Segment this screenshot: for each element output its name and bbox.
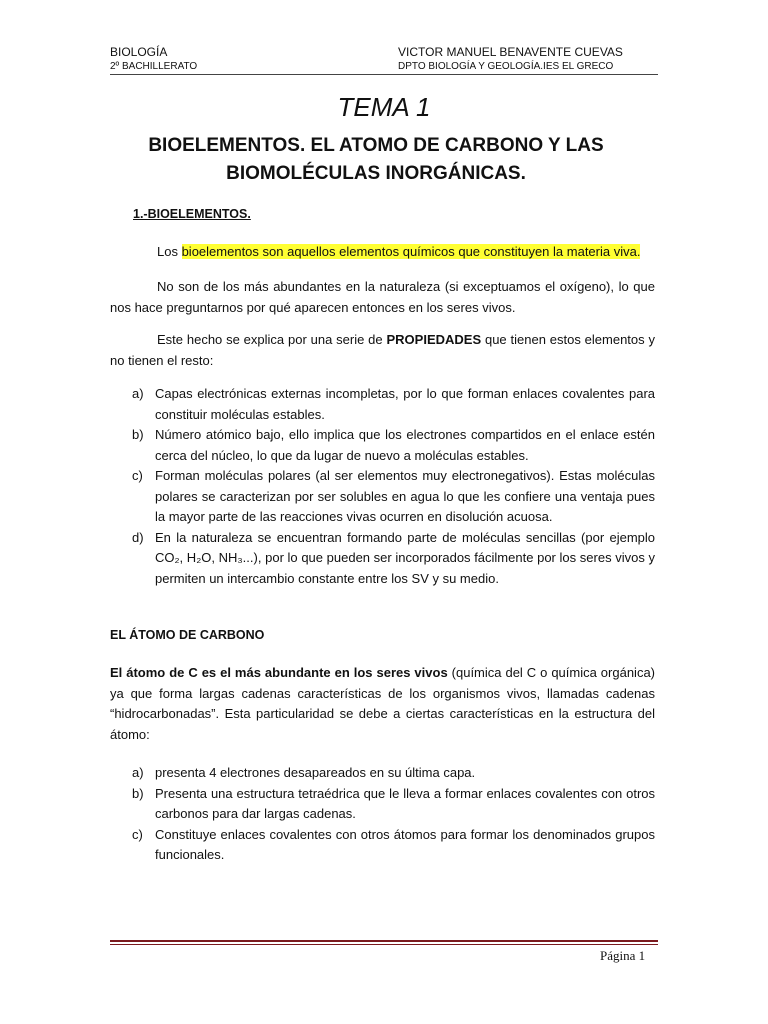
list-item-text: Presenta una estructura tetraédrica que le lleva a formar enlaces covalentes con otros carbonos para dar largas cadenas. bbox=[155, 785, 655, 821]
carbon-bold: El átomo de C es el más abundante en los seres vivos bbox=[110, 665, 448, 680]
carbon-rest: (química del C o química orgánica) ya que forma largas cadenas características de los organismos vivos, llamadas cadenas “hidrocarbonadas”. Esta particularidad se debe a ciertas características en la estructura del átomo: bbox=[110, 665, 656, 742]
header-subject: BIOLOGÍA bbox=[110, 45, 168, 59]
paragraph-properties bbox=[110, 330, 655, 371]
list-item bbox=[110, 425, 655, 466]
list-marker: a) bbox=[132, 765, 144, 780]
list-marker: a) bbox=[132, 386, 144, 401]
header-course: 2º BACHILLERATO bbox=[110, 61, 198, 72]
footer-divider-thick bbox=[110, 940, 658, 942]
list-marker: c) bbox=[132, 826, 143, 842]
carbon-features-list bbox=[110, 763, 655, 866]
list-item bbox=[110, 384, 655, 425]
properties-after: que tienen estos elementos y no tienen el resto: bbox=[110, 332, 655, 368]
tema-heading: TEMA 1 bbox=[337, 92, 431, 122]
section-heading-bioelementos: 1.-BIOELEMENTOS. bbox=[133, 207, 251, 221]
paragraph-carbon bbox=[110, 663, 655, 745]
paragraph-abundance: No son de los más abundantes en la naturaleza (si exceptuamos el oxígeno), lo que nos hace preguntarnos por qué aparecen entonces en los seres vivos. bbox=[110, 279, 655, 315]
list-item-text: Capas electrónicas externas incompletas, por lo que forman enlaces covalentes para constituir moléculas estables. bbox=[155, 386, 655, 422]
page-number: Página 1 bbox=[600, 948, 646, 963]
section-heading-carbono: EL ÁTOMO DE CARBONO bbox=[110, 628, 265, 642]
header-department: DPTO BIOLOGÍA Y GEOLOGÍA.IES EL GRECO bbox=[398, 61, 614, 72]
title-line-1: BIOELEMENTOS. EL ATOMO DE CARBONO Y LAS bbox=[148, 135, 604, 156]
properties-before: Este hecho se explica por una serie de bbox=[157, 332, 387, 347]
list-item-text: Forman moléculas polares (al ser elementos muy electronegativos). Estas moléculas polares se caracterizan por ser solubles en agua lo que les confiere una ventaja pues la mayor parte de las reacciones vivas ocurren en disolución acuosa. bbox=[155, 468, 655, 524]
properties-bold: PROPIEDADES bbox=[386, 332, 482, 347]
definition-lead: Los bbox=[157, 244, 182, 259]
header-author: VICTOR MANUEL BENAVENTE CUEVAS bbox=[398, 45, 623, 59]
list-marker: d) bbox=[132, 529, 144, 545]
list-marker: c) bbox=[132, 468, 143, 483]
document-title bbox=[0, 132, 752, 188]
list-item bbox=[110, 466, 655, 528]
list-item bbox=[110, 825, 655, 866]
list-item bbox=[110, 784, 655, 825]
title-line-2: BIOMOLÉCULAS INORGÁNICAS. bbox=[226, 163, 526, 184]
list-item-text: Número atómico bajo, ello implica que los electrones compartidos en el enlace estén cerca del núcleo, lo que da lugar de nuevo a moléculas estables. bbox=[155, 427, 655, 463]
list-marker: b) bbox=[132, 785, 144, 801]
properties-list bbox=[110, 384, 655, 589]
list-item-text: Constituye enlaces covalentes con otros átomos para formar los denominados grupos funcionales. bbox=[155, 826, 655, 862]
list-marker: b) bbox=[132, 427, 144, 442]
highlighted-definition: bioelementos son aquellos elementos químicos que constituyen la materia viva. bbox=[181, 244, 641, 259]
header-divider bbox=[110, 74, 658, 75]
paragraph-definition bbox=[110, 242, 655, 263]
list-item bbox=[110, 528, 655, 590]
list-item bbox=[110, 763, 655, 784]
list-item-text: presenta 4 electrones desapareados en su última capa. bbox=[155, 765, 476, 780]
footer-divider-thin bbox=[110, 944, 658, 945]
list-item-text: En la naturaleza se encuentran formando parte de moléculas sencillas (por ejemplo CO₂, H₂O, NH₃...), por lo que pueden ser incorporados fácilmente por los seres vivos y permiten un intercambio constante entre los SV y su medio. bbox=[155, 529, 655, 586]
